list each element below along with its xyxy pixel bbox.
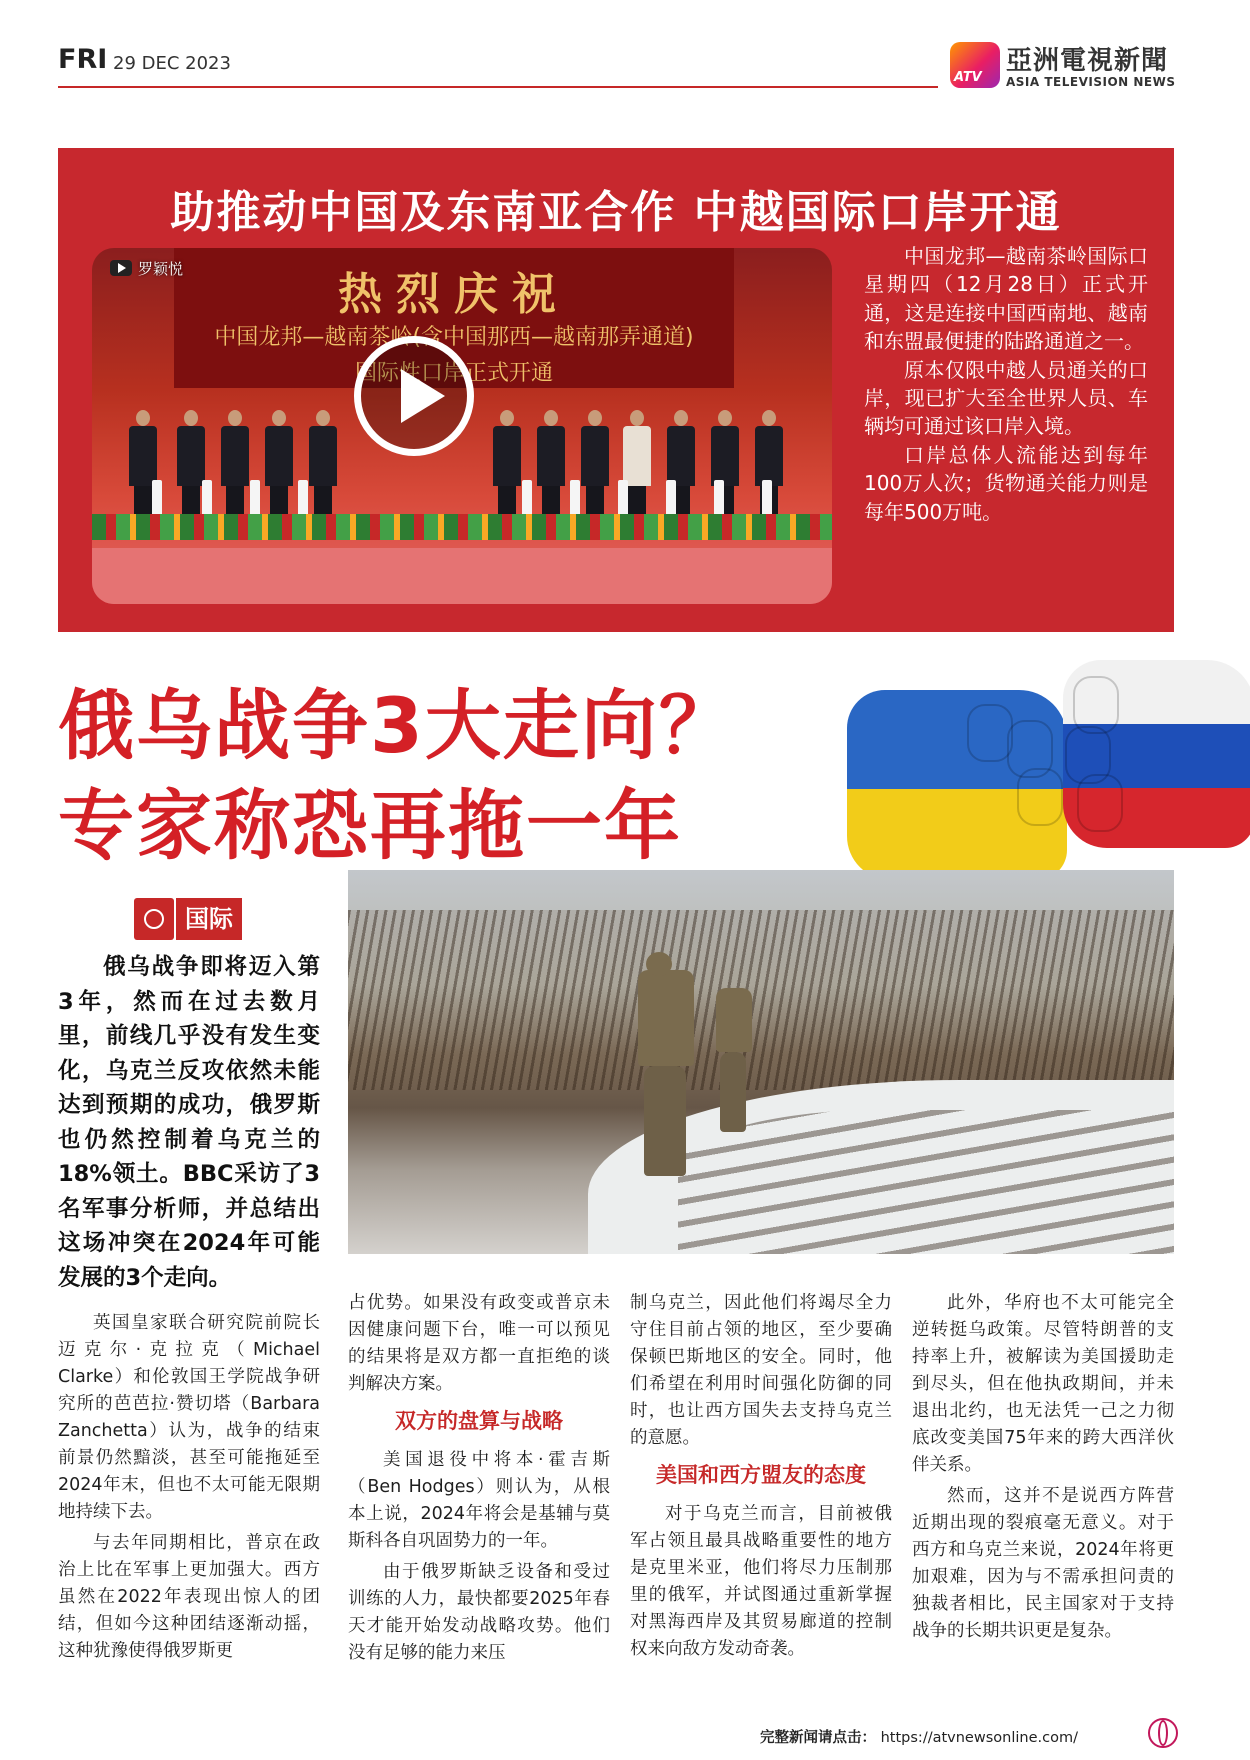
section-tag-label: 国际 [176, 898, 242, 940]
soldiers-photo [348, 870, 1174, 1254]
ceremony-guest [536, 410, 566, 520]
weekday-label: FRI [58, 44, 108, 75]
footer-link-row [760, 1726, 1078, 1747]
article-paragraph: 对于乌克兰而言，目前被俄军占领且最具战略重要性的地方是克里米亚，他们将尽力压制那里的俄军，并试图通过重新掌握对黑海西岸及其贸易廊道的控制权来向敌方发动奇袭。 [630, 1504, 892, 1659]
article-paragraph: 占优势。如果没有政变或普京未因健康问题下台，唯一可以预见的结果将是双方都一直拒绝的谈判解决方案。 [348, 1293, 610, 1394]
article-paragraph: 与去年同期相比，普京在政治上比在军事上更加强大。西方虽然在2022年表现出惊人的团结，但如今这种团结逐渐动摇，这种犹豫使得俄罗斯更 [58, 1533, 320, 1661]
soldier-figure [716, 988, 752, 1052]
headline-line-2: 专家称恐再拖一年 [58, 781, 682, 870]
banner-line-2: 国际性口岸正式开通 [354, 361, 553, 386]
flower-row [92, 514, 832, 540]
ceremony-guest [492, 410, 522, 520]
article-paragraph: 然而，这并不是说西方阵营近期出现的裂痕毫无意义。对于西方和乌克兰来说，2024年将更加艰难，因为与不需承担问责的独裁者相比，民主国家对于支持战争的长期共识更是复杂。 [912, 1486, 1174, 1641]
article-paragraph: 英国皇家联合研究院前院长迈克尔·克拉克（Michael Clarke）和伦敦国王学院战争研究所的芭芭拉·赞切塔（Barbara Zanchetta）认为，战争的结束前景仍然黯淡，甚至可能拖延至2024年末，但也不太可能无限期地持续下去。 [58, 1313, 320, 1522]
atv-logo-icon[interactable]: ATV [950, 42, 1000, 88]
dry-reeds [348, 910, 1174, 1090]
article-paragraph: 由于俄罗斯缺乏设备和受过训练的人力，最快都要2025年春天才能开始发动战略攻势。他们没有足够的能力来压 [348, 1562, 610, 1663]
muddy-track [678, 1110, 1174, 1254]
headline-line-1: 俄乌战争3大走向？ [58, 681, 737, 770]
soldier-legs [644, 1066, 686, 1176]
globe-icon [134, 898, 174, 940]
video-player[interactable] [92, 248, 832, 604]
footer-url-link[interactable]: https://atvnewsonline.com/ [880, 1730, 1078, 1746]
web-globe-icon[interactable] [1148, 1718, 1178, 1748]
top-story-paragraph: 口岸总体人流能达到每年100万人次；货物通关能力则是每年500万吨。 [864, 442, 1148, 524]
ceremony-guest [264, 410, 294, 520]
banner-line-1: 中国龙邦—越南茶岭(含中国那西—越南那弄通道) [214, 325, 694, 350]
article-column-3 [630, 1290, 892, 1667]
russia-fist-image [1063, 660, 1250, 848]
article-column-2 [348, 1290, 610, 1671]
article-paragraph: 制乌克兰，因此他们将竭尽全力守住目前占领的地区，至少要确保顿巴斯地区的安全。同时，他们希望在利用时间强化防御的同时，也让西方国失去支持乌克兰的意愿。 [630, 1293, 892, 1448]
section-tag[interactable] [134, 898, 242, 940]
article-paragraph: 此外，华府也不太可能完全逆转挺乌政策。尽管特朗普的支持率上升，被解读为美国援助走到尽头，但在他执政期间，并未退出北约，也无法凭一己之力彻底改变美国75年来的跨大西洋伙伴关系。 [912, 1293, 1174, 1475]
article-paragraph: 美国退役中将本·霍吉斯（Ben Hodges）则认为，从根本上说，2024年将会是基辅与莫斯科各自巩固势力的一年。 [348, 1450, 610, 1551]
banner-script-text: 热烈庆祝 [338, 269, 570, 320]
ceremony-guest [220, 410, 250, 520]
top-story-paragraph: 中国龙邦—越南茶岭国际口星期四（12月28日）正式开通，这是连接中国西南地、越南和东盟最便捷的陆路通道之一。 [864, 244, 1148, 354]
top-story-text [864, 242, 1148, 526]
article-column-4 [912, 1290, 1174, 1649]
red-stage [92, 548, 832, 604]
video-camera-icon [110, 260, 132, 276]
main-headline [58, 676, 737, 876]
top-story-title: 助推动中国及东南亚合作 中越国际口岸开通 [170, 187, 1062, 238]
article-column-1 [58, 1310, 320, 1669]
subheading: 美国和西方盟友的态度 [656, 1463, 866, 1487]
video-credit: 罗颖悦 [138, 260, 184, 278]
logo-english-name: ASIA TELEVISION NEWS [1006, 75, 1176, 89]
play-button-icon[interactable] [354, 336, 474, 456]
logo-chinese-name: 亞洲電視新聞 [1006, 46, 1169, 76]
footer-label: 完整新闻请点击： [760, 1730, 876, 1746]
soldier-legs [720, 1052, 746, 1132]
soldier-helmet [646, 952, 672, 976]
ceremony-guest [580, 410, 610, 520]
subheading: 双方的盘算与战略 [395, 1409, 563, 1433]
lead-paragraph: 俄乌战争即将迈入第3年，然而在过去数月里，前线几乎没有发生变化，乌克兰反攻依然未能达到预期的成功，俄罗斯也仍然控制着乌克兰的18%领土。BBC采访了3名军事分析师，并总结出这场冲突在2024年可能发展的3个走向。 [58, 954, 320, 1291]
header-divider [58, 86, 938, 88]
top-story-panel [58, 148, 1174, 632]
issue-date: 29 DEC 2023 [113, 53, 231, 74]
top-story-paragraph: 原本仅限中越人员通关的口岸，现已扩大至全世界人员、车辆均可通过该口岸入境。 [864, 357, 1148, 439]
ceremony-guest [308, 410, 338, 520]
soldier-figure [638, 970, 694, 1066]
ukraine-fist-image [847, 690, 1067, 880]
